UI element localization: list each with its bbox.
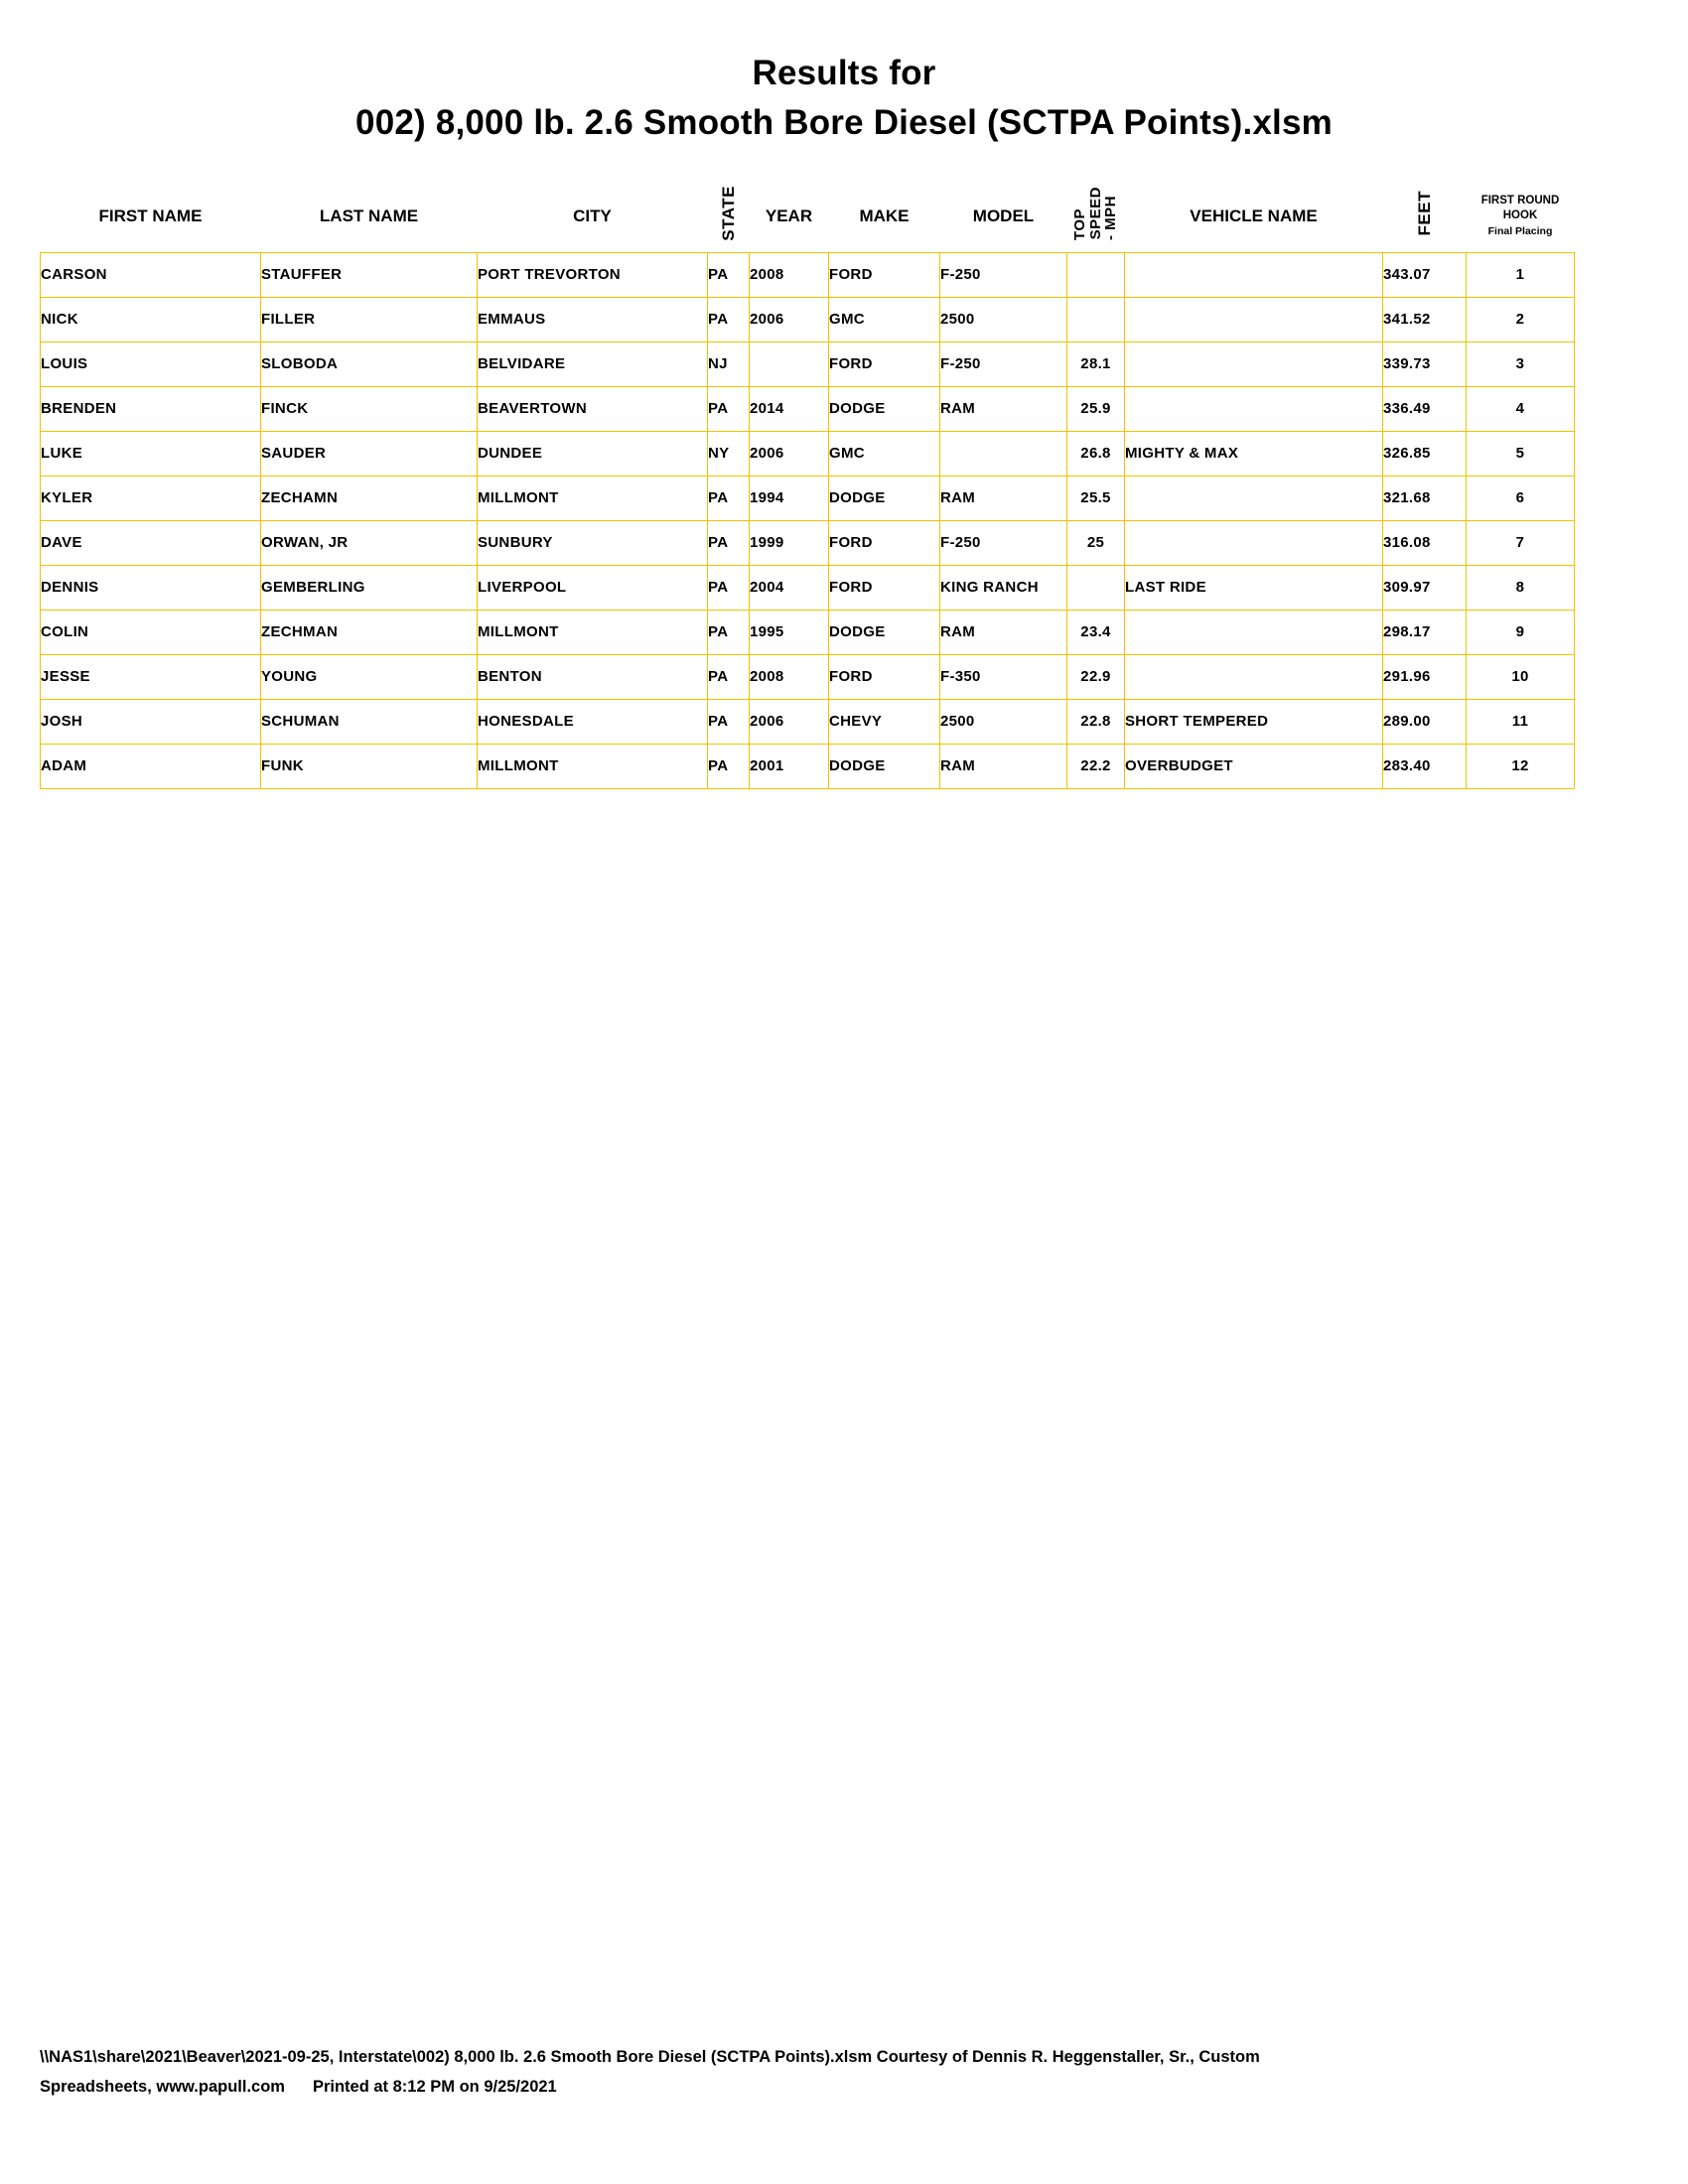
cell-first-name: JESSE (41, 654, 261, 699)
cell-last-name: SAUDER (261, 431, 478, 476)
cell-city: BELVIDARE (478, 341, 708, 386)
cell-year: 2006 (750, 297, 829, 341)
cell-vehicle-name (1125, 654, 1383, 699)
cell-model (940, 431, 1067, 476)
table-row (41, 744, 1575, 788)
cell-feet: 326.85 (1383, 431, 1467, 476)
cell-state: PA (708, 654, 750, 699)
cell-city: PORT TREVORTON (478, 252, 708, 297)
cell-model: 2500 (940, 297, 1067, 341)
cell-state: PA (708, 610, 750, 654)
table-row (41, 699, 1575, 744)
footer-website: Spreadsheets, www.papull.com (40, 2078, 285, 2097)
column-header-top-speed (1067, 181, 1125, 253)
table-row (41, 520, 1575, 565)
results-table-container (40, 181, 1648, 789)
cell-feet: 321.68 (1383, 476, 1467, 520)
cell-top-speed (1067, 565, 1125, 610)
cell-city: DUNDEE (478, 431, 708, 476)
column-header-vehicle-name: VEHICLE NAME (1125, 181, 1383, 253)
cell-feet: 339.73 (1383, 341, 1467, 386)
cell-year: 2004 (750, 565, 829, 610)
cell-top-speed: 22.8 (1067, 699, 1125, 744)
cell-state: PA (708, 386, 750, 431)
cell-make: GMC (829, 297, 940, 341)
cell-feet: 341.52 (1383, 297, 1467, 341)
cell-model: F-250 (940, 520, 1067, 565)
cell-top-speed: 25.9 (1067, 386, 1125, 431)
cell-place: 12 (1467, 744, 1575, 788)
cell-year: 2008 (750, 252, 829, 297)
cell-feet: 289.00 (1383, 699, 1467, 744)
table-row (41, 610, 1575, 654)
cell-first-name: JOSH (41, 699, 261, 744)
cell-vehicle-name (1125, 386, 1383, 431)
footer-line-2 (40, 2072, 1648, 2103)
cell-year: 1995 (750, 610, 829, 654)
cell-state: PA (708, 520, 750, 565)
table-row (41, 476, 1575, 520)
column-header-top-speed-line3: - MPH (1102, 195, 1120, 240)
cell-year: 1994 (750, 476, 829, 520)
cell-last-name: GEMBERLING (261, 565, 478, 610)
cell-place: 11 (1467, 699, 1575, 744)
table-body (41, 252, 1575, 788)
cell-model: F-350 (940, 654, 1067, 699)
table-row (41, 565, 1575, 610)
cell-top-speed: 25.5 (1067, 476, 1125, 520)
cell-model: RAM (940, 610, 1067, 654)
page-footer (40, 2042, 1648, 2103)
column-header-feet-label: FEET (1414, 191, 1434, 236)
cell-year: 2008 (750, 654, 829, 699)
cell-last-name: FILLER (261, 297, 478, 341)
cell-make: CHEVY (829, 699, 940, 744)
cell-last-name: ORWAN, JR (261, 520, 478, 565)
cell-first-name: CARSON (41, 252, 261, 297)
cell-model: 2500 (940, 699, 1067, 744)
cell-year: 2014 (750, 386, 829, 431)
page-title (0, 0, 1688, 145)
cell-place: 3 (1467, 341, 1575, 386)
cell-vehicle-name (1125, 252, 1383, 297)
column-header-first-round-line2: HOOK (1502, 209, 1538, 222)
column-header-first-round-hook (1467, 181, 1575, 253)
table-header (41, 181, 1575, 253)
cell-first-name: ADAM (41, 744, 261, 788)
cell-place: 2 (1467, 297, 1575, 341)
cell-vehicle-name: LAST RIDE (1125, 565, 1383, 610)
cell-place: 7 (1467, 520, 1575, 565)
title-line-1: Results for (752, 54, 936, 92)
cell-make: FORD (829, 565, 940, 610)
results-table (40, 181, 1575, 789)
cell-vehicle-name: MIGHTY & MAX (1125, 431, 1383, 476)
table-row (41, 297, 1575, 341)
cell-state: PA (708, 699, 750, 744)
cell-model: F-250 (940, 341, 1067, 386)
cell-state: PA (708, 476, 750, 520)
cell-model: RAM (940, 744, 1067, 788)
cell-city: MILLMONT (478, 476, 708, 520)
column-header-feet (1383, 181, 1467, 253)
cell-year: 1999 (750, 520, 829, 565)
column-header-state-label: STATE (718, 186, 738, 241)
cell-first-name: KYLER (41, 476, 261, 520)
cell-place: 6 (1467, 476, 1575, 520)
cell-feet: 291.96 (1383, 654, 1467, 699)
cell-year: 2001 (750, 744, 829, 788)
cell-make: FORD (829, 341, 940, 386)
cell-last-name: SCHUMAN (261, 699, 478, 744)
cell-last-name: SLOBODA (261, 341, 478, 386)
cell-city: BENTON (478, 654, 708, 699)
cell-feet: 343.07 (1383, 252, 1467, 297)
cell-model: RAM (940, 476, 1067, 520)
cell-make: DODGE (829, 610, 940, 654)
cell-last-name: STAUFFER (261, 252, 478, 297)
cell-state: PA (708, 252, 750, 297)
column-header-first-name: FIRST NAME (41, 181, 261, 253)
cell-top-speed: 23.4 (1067, 610, 1125, 654)
cell-vehicle-name: OVERBUDGET (1125, 744, 1383, 788)
cell-place: 8 (1467, 565, 1575, 610)
cell-city: EMMAUS (478, 297, 708, 341)
column-header-last-name: LAST NAME (261, 181, 478, 253)
cell-place: 10 (1467, 654, 1575, 699)
title-line-2: 002) 8,000 lb. 2.6 Smooth Bore Diesel (SCTPA Points).xlsm (355, 102, 1333, 142)
table-row (41, 654, 1575, 699)
cell-make: FORD (829, 654, 940, 699)
cell-city: HONESDALE (478, 699, 708, 744)
cell-year (750, 341, 829, 386)
cell-year: 2006 (750, 699, 829, 744)
table-row (41, 386, 1575, 431)
cell-place: 1 (1467, 252, 1575, 297)
cell-top-speed: 28.1 (1067, 341, 1125, 386)
cell-vehicle-name: SHORT TEMPERED (1125, 699, 1383, 744)
cell-city: BEAVERTOWN (478, 386, 708, 431)
cell-make: FORD (829, 252, 940, 297)
cell-top-speed: 22.2 (1067, 744, 1125, 788)
cell-city: MILLMONT (478, 744, 708, 788)
column-header-model: MODEL (940, 181, 1067, 253)
cell-vehicle-name (1125, 520, 1383, 565)
cell-last-name: ZECHAMN (261, 476, 478, 520)
cell-last-name: YOUNG (261, 654, 478, 699)
cell-make: FORD (829, 520, 940, 565)
cell-last-name: FINCK (261, 386, 478, 431)
column-header-year: YEAR (750, 181, 829, 253)
column-header-state (708, 181, 750, 253)
cell-place: 9 (1467, 610, 1575, 654)
cell-last-name: ZECHMAN (261, 610, 478, 654)
cell-feet: 309.97 (1383, 565, 1467, 610)
cell-make: DODGE (829, 744, 940, 788)
table-header-row (41, 181, 1575, 253)
cell-city: MILLMONT (478, 610, 708, 654)
cell-model: KING RANCH (940, 565, 1067, 610)
cell-make: GMC (829, 431, 940, 476)
cell-feet: 298.17 (1383, 610, 1467, 654)
column-header-top-speed-line2: SPEED (1086, 187, 1104, 240)
cell-top-speed (1067, 252, 1125, 297)
cell-top-speed: 25 (1067, 520, 1125, 565)
cell-first-name: LOUIS (41, 341, 261, 386)
cell-state: NY (708, 431, 750, 476)
cell-model: F-250 (940, 252, 1067, 297)
cell-last-name: FUNK (261, 744, 478, 788)
cell-vehicle-name (1125, 476, 1383, 520)
cell-top-speed: 22.9 (1067, 654, 1125, 699)
cell-state: PA (708, 565, 750, 610)
cell-state: PA (708, 744, 750, 788)
cell-city: SUNBURY (478, 520, 708, 565)
cell-year: 2006 (750, 431, 829, 476)
column-header-first-round-line1: FIRST ROUND (1480, 194, 1560, 206)
cell-feet: 336.49 (1383, 386, 1467, 431)
cell-top-speed: 26.8 (1067, 431, 1125, 476)
cell-vehicle-name (1125, 297, 1383, 341)
column-header-first-round-line3: Final Placing (1487, 224, 1553, 237)
cell-top-speed (1067, 297, 1125, 341)
cell-feet: 283.40 (1383, 744, 1467, 788)
cell-vehicle-name (1125, 610, 1383, 654)
cell-state: PA (708, 297, 750, 341)
table-row (41, 431, 1575, 476)
cell-feet: 316.08 (1383, 520, 1467, 565)
table-row (41, 341, 1575, 386)
cell-first-name: DENNIS (41, 565, 261, 610)
column-header-make: MAKE (829, 181, 940, 253)
cell-make: DODGE (829, 386, 940, 431)
footer-line-1: \\NAS1\share\2021\Beaver\2021-09-25, Interstate\002) 8,000 lb. 2.6 Smooth Bore Diesel (SCTPA Points).xlsm Courtesy of Dennis R. Heggenstaller, Sr., Custom (40, 2047, 1260, 2066)
cell-place: 4 (1467, 386, 1575, 431)
cell-model: RAM (940, 386, 1067, 431)
cell-city: LIVERPOOL (478, 565, 708, 610)
cell-vehicle-name (1125, 341, 1383, 386)
cell-place: 5 (1467, 431, 1575, 476)
cell-make: DODGE (829, 476, 940, 520)
footer-printed-timestamp: Printed at 8:12 PM on 9/25/2021 (312, 2078, 557, 2097)
cell-first-name: BRENDEN (41, 386, 261, 431)
cell-state: NJ (708, 341, 750, 386)
column-header-city: CITY (478, 181, 708, 253)
cell-first-name: NICK (41, 297, 261, 341)
cell-first-name: DAVE (41, 520, 261, 565)
cell-first-name: LUKE (41, 431, 261, 476)
column-header-top-speed-line1: TOP (1070, 207, 1088, 240)
cell-first-name: COLIN (41, 610, 261, 654)
table-row (41, 252, 1575, 297)
